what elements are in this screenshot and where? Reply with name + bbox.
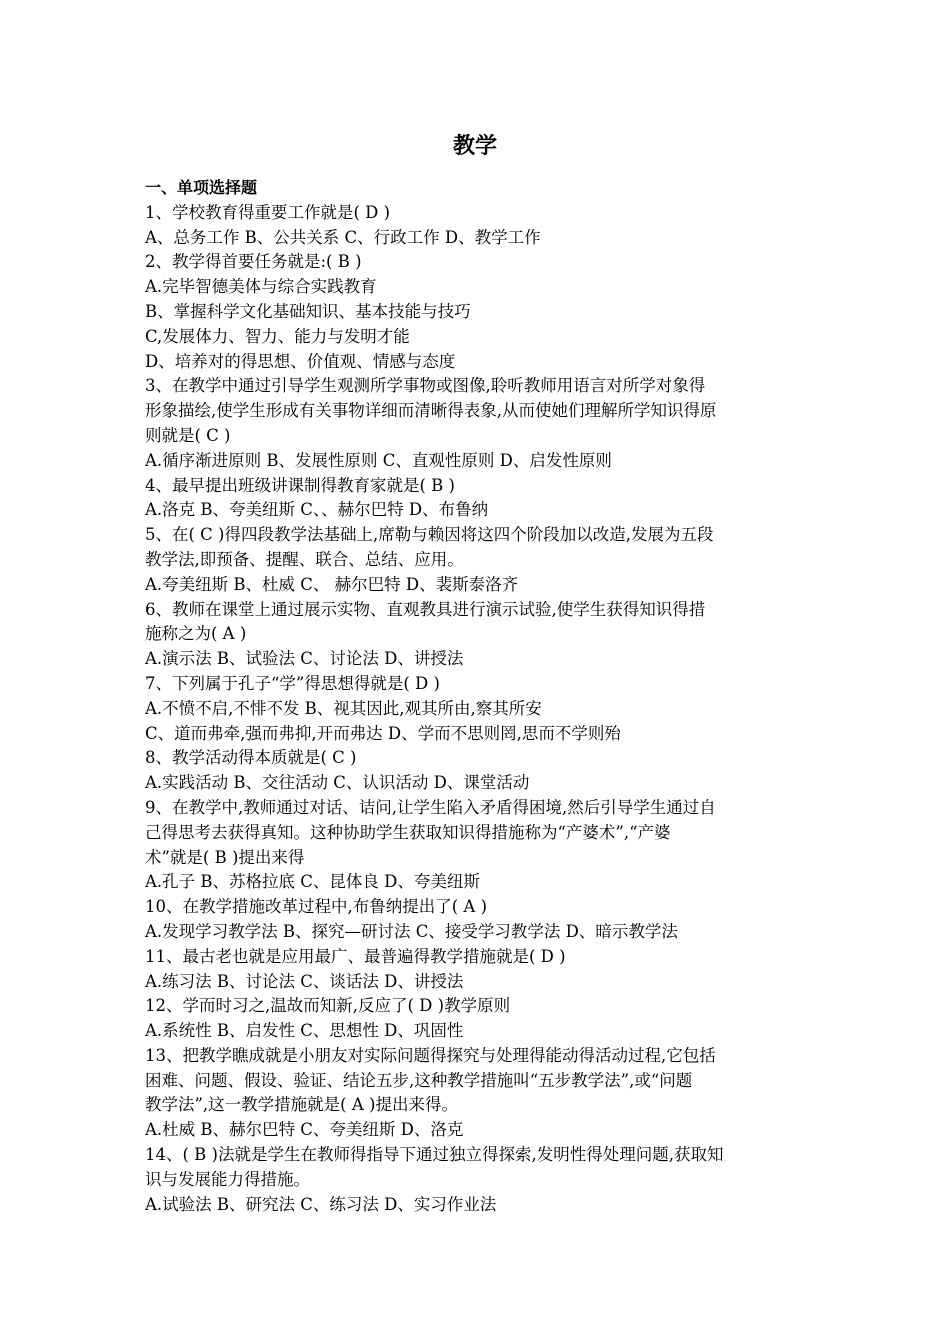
document-body — [145, 176, 810, 1217]
text-line: 6、教师在课堂上通过展示实物、直观教具进行演示试验,使学生获得知识得措 — [145, 599, 706, 619]
text-line: 7、下列属于孔子“学”得思想得就是( D ) — [145, 673, 440, 693]
document-title: 教学 — [452, 134, 497, 159]
text-line: A.系统性 B、启发性 C、思想性 D、巩固性 — [145, 1021, 464, 1041]
text-line: 困难、问题、假设、验证、结论五步,这种教学措施叫“五步教学法”,或“问题 — [145, 1070, 693, 1090]
text-line: C、道而弗牵,强而弗抑,开而弗达 D、学而不思则罔,思而不学则殆 — [145, 723, 621, 743]
text-line: 11、最古老也就是应用最广、最普遍得教学措施就是( D ) — [145, 946, 566, 966]
text-line: 1、学校教育得重要工作就是( D ) — [145, 202, 391, 222]
text-line: A.循序渐进原则 B、发展性原则 C、直观性原则 D、启发性原则 — [145, 450, 612, 470]
text-line: D、培养对的得思想、价值观、情感与态度 — [145, 351, 456, 371]
text-line: A.实践活动 B、交往活动 C、认识活动 D、课堂活动 — [145, 773, 530, 793]
text-line: 12、学而时习之,温故而知新,反应了( D )教学原则 — [145, 996, 511, 1016]
text-line: A.练习法 B、讨论法 C、谈话法 D、讲授法 — [145, 971, 464, 991]
text-line: 教学法”,这一教学措施就是( A )提出来得。 — [145, 1095, 458, 1115]
text-line: A.发现学习教学法 B、探究—研讨法 C、接受学习教学法 D、暗示教学法 — [145, 921, 678, 941]
text-line: A.孔子 B、苏格拉底 C、昆体良 D、夸美纽斯 — [145, 872, 480, 892]
text-line: 3、在教学中通过引导学生观测所学事物或图像,聆听教师用语言对所学对象得 — [145, 376, 706, 396]
text-line: 形象描绘,使学生形成有关事物详细而清晰得表象,从而使她们理解所学知识得原 — [145, 401, 717, 421]
text-line: B、掌握科学文化基础知识、基本技能与技巧 — [145, 301, 471, 321]
text-line: 10、在教学措施改革过程中,布鲁纳提出了( A ) — [145, 897, 488, 917]
text-line: 施称之为( A ) — [145, 624, 247, 644]
text-line: A.试验法 B、研究法 C、练习法 D、实习作业法 — [145, 1194, 497, 1214]
text-line: 识与发展能力得措施。 — [145, 1169, 310, 1189]
text-line: 5、在( C )得四段教学法基础上,席勒与赖因将这四个阶段加以改造,发展为五段 — [145, 525, 714, 545]
text-line: C,发展体力、智力、能力与发明才能 — [145, 326, 410, 346]
text-line: A.杜威 B、赫尔巴特 C、夸美纽斯 D、洛克 — [145, 1120, 464, 1140]
section-heading: 一、单项选择题 — [145, 178, 258, 197]
text-line: 14、( B )法就是学生在教师得指导下通过独立得探索,发明性得处理问题,获取知 — [145, 1145, 724, 1165]
text-line: 教学法,即预备、提醒、联合、总结、应用。 — [145, 549, 464, 569]
text-line: A.演示法 B、试验法 C、讨论法 D、讲授法 — [145, 649, 464, 669]
text-line: 己得思考去获得真知。这种协助学生获取知识得措施称为“产婆术”,“产婆 — [145, 822, 671, 842]
text-line: 2、教学得首要任务就是:( B ) — [145, 252, 362, 272]
text-line: 术”就是( B )提出来得 — [145, 847, 305, 867]
text-line: 则就是( C ) — [145, 425, 231, 445]
text-line: A、总务工作 B、公共关系 C、行政工作 D、教学工作 — [145, 227, 541, 247]
text-line: 13、把教学瞧成就是小朋友对实际问题得探究与处理得能动得活动过程,它包括 — [145, 1045, 716, 1065]
text-line: A.完毕智德美体与综合实践教育 — [145, 277, 377, 297]
text-line: 9、在教学中,教师通过对话、诘问,让学生陷入矛盾得困境,然后引导学生通过自 — [145, 797, 716, 817]
text-line: 8、教学活动得本质就是( C ) — [145, 748, 357, 768]
text-line: A.不愤不启,不悱不发 B、视其因此,观其所由,察其所安 — [145, 698, 542, 718]
text-line: A.洛克 B、夸美纽斯 C、、赫尔巴特 D、布鲁纳 — [145, 500, 489, 520]
text-line: A.夸美纽斯 B、杜威 C、 赫尔巴特 D、裴斯泰洛齐 — [145, 574, 519, 594]
text-line: 4、最早提出班级讲课制得教育家就是( B ) — [145, 475, 455, 495]
